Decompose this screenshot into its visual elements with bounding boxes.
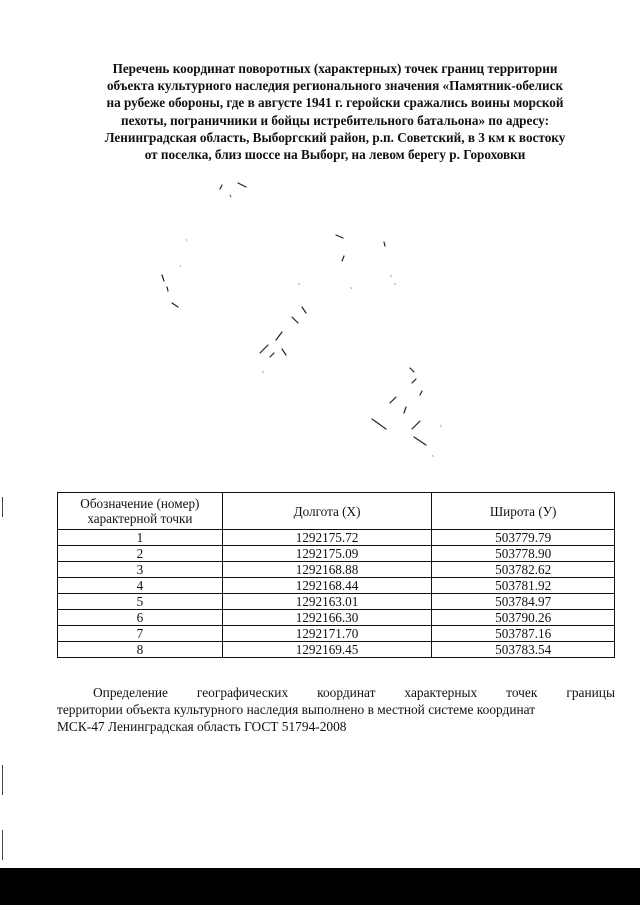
boundary-sketch-remnant bbox=[150, 175, 480, 475]
title-line: Перечень координат поворотных (характерных) точек границ территории bbox=[112, 61, 558, 76]
latitude-value: 503784.97 bbox=[432, 594, 615, 610]
table-row bbox=[58, 546, 615, 562]
note-line: территории объекта культурного наследия выполнено в местной системе координат bbox=[57, 702, 536, 717]
scan-edge-mark bbox=[2, 497, 3, 517]
scan-edge-mark bbox=[2, 765, 3, 795]
longitude-value: 1292171.70 bbox=[222, 626, 432, 642]
longitude-value: 1292175.09 bbox=[222, 546, 432, 562]
longitude-value: 1292168.88 bbox=[222, 562, 432, 578]
note-word: границы bbox=[566, 685, 615, 700]
column-header-point-number: Обозначение (номер) характерной точки bbox=[58, 493, 223, 530]
point-number: 4 bbox=[58, 578, 223, 594]
latitude-value: 503783.54 bbox=[432, 642, 615, 658]
column-header-latitude: Широта (У) bbox=[432, 493, 615, 530]
longitude-value: 1292169.45 bbox=[222, 642, 432, 658]
latitude-value: 503782.62 bbox=[432, 562, 615, 578]
coordinates-table bbox=[57, 492, 615, 658]
title-line: объекта культурного наследия регионального значения «Памятник-обелиск bbox=[106, 78, 564, 94]
title-line: пехоты, пограничники и бойцы истребительного батальона» по адресу: bbox=[121, 112, 549, 128]
table-row bbox=[58, 562, 615, 578]
note-word: координат bbox=[317, 685, 376, 700]
note-word: географических bbox=[196, 685, 289, 700]
longitude-value: 1292168.44 bbox=[222, 578, 432, 594]
point-number: 2 bbox=[58, 546, 223, 562]
latitude-value: 503781.92 bbox=[432, 578, 615, 594]
table-row bbox=[58, 626, 615, 642]
note-line bbox=[57, 684, 615, 701]
longitude-value: 1292175.72 bbox=[222, 530, 432, 546]
table-row bbox=[58, 610, 615, 626]
latitude-value: 503790.26 bbox=[432, 610, 615, 626]
coordinate-system-note bbox=[57, 684, 615, 735]
column-header-longitude: Долгота (Х) bbox=[222, 493, 432, 530]
table-row bbox=[58, 530, 615, 546]
table-row bbox=[58, 578, 615, 594]
note-word: Определение bbox=[93, 685, 168, 700]
title-line: от поселка, близ шоссе на Выборг, на левом берегу р. Гороховки bbox=[144, 147, 526, 163]
scan-footer-bar bbox=[0, 868, 640, 905]
document-title bbox=[55, 60, 615, 163]
latitude-value: 503779.79 bbox=[432, 530, 615, 546]
point-number: 1 bbox=[58, 530, 223, 546]
title-line: на рубеже обороны, где в августе 1941 г. геройски сражались воины морской bbox=[106, 95, 564, 111]
table-row bbox=[58, 642, 615, 658]
scan-edge-mark bbox=[2, 830, 3, 860]
table-row bbox=[58, 594, 615, 610]
title-line: Ленинградская область, Выборгский район, р.п. Советский, в 3 км к востоку bbox=[104, 129, 566, 145]
point-number: 3 bbox=[58, 562, 223, 578]
table-header-row bbox=[58, 493, 615, 530]
latitude-value: 503787.16 bbox=[432, 626, 615, 642]
point-number: 8 bbox=[58, 642, 223, 658]
longitude-value: 1292166.30 bbox=[222, 610, 432, 626]
point-number: 6 bbox=[58, 610, 223, 626]
latitude-value: 503778.90 bbox=[432, 546, 615, 562]
note-line: МСК-47 Ленинградская область ГОСТ 51794-2008 bbox=[57, 719, 347, 734]
point-number: 5 bbox=[58, 594, 223, 610]
longitude-value: 1292163.01 bbox=[222, 594, 432, 610]
point-number: 7 bbox=[58, 626, 223, 642]
note-word: точек bbox=[506, 685, 538, 700]
note-word: характерных bbox=[404, 685, 478, 700]
